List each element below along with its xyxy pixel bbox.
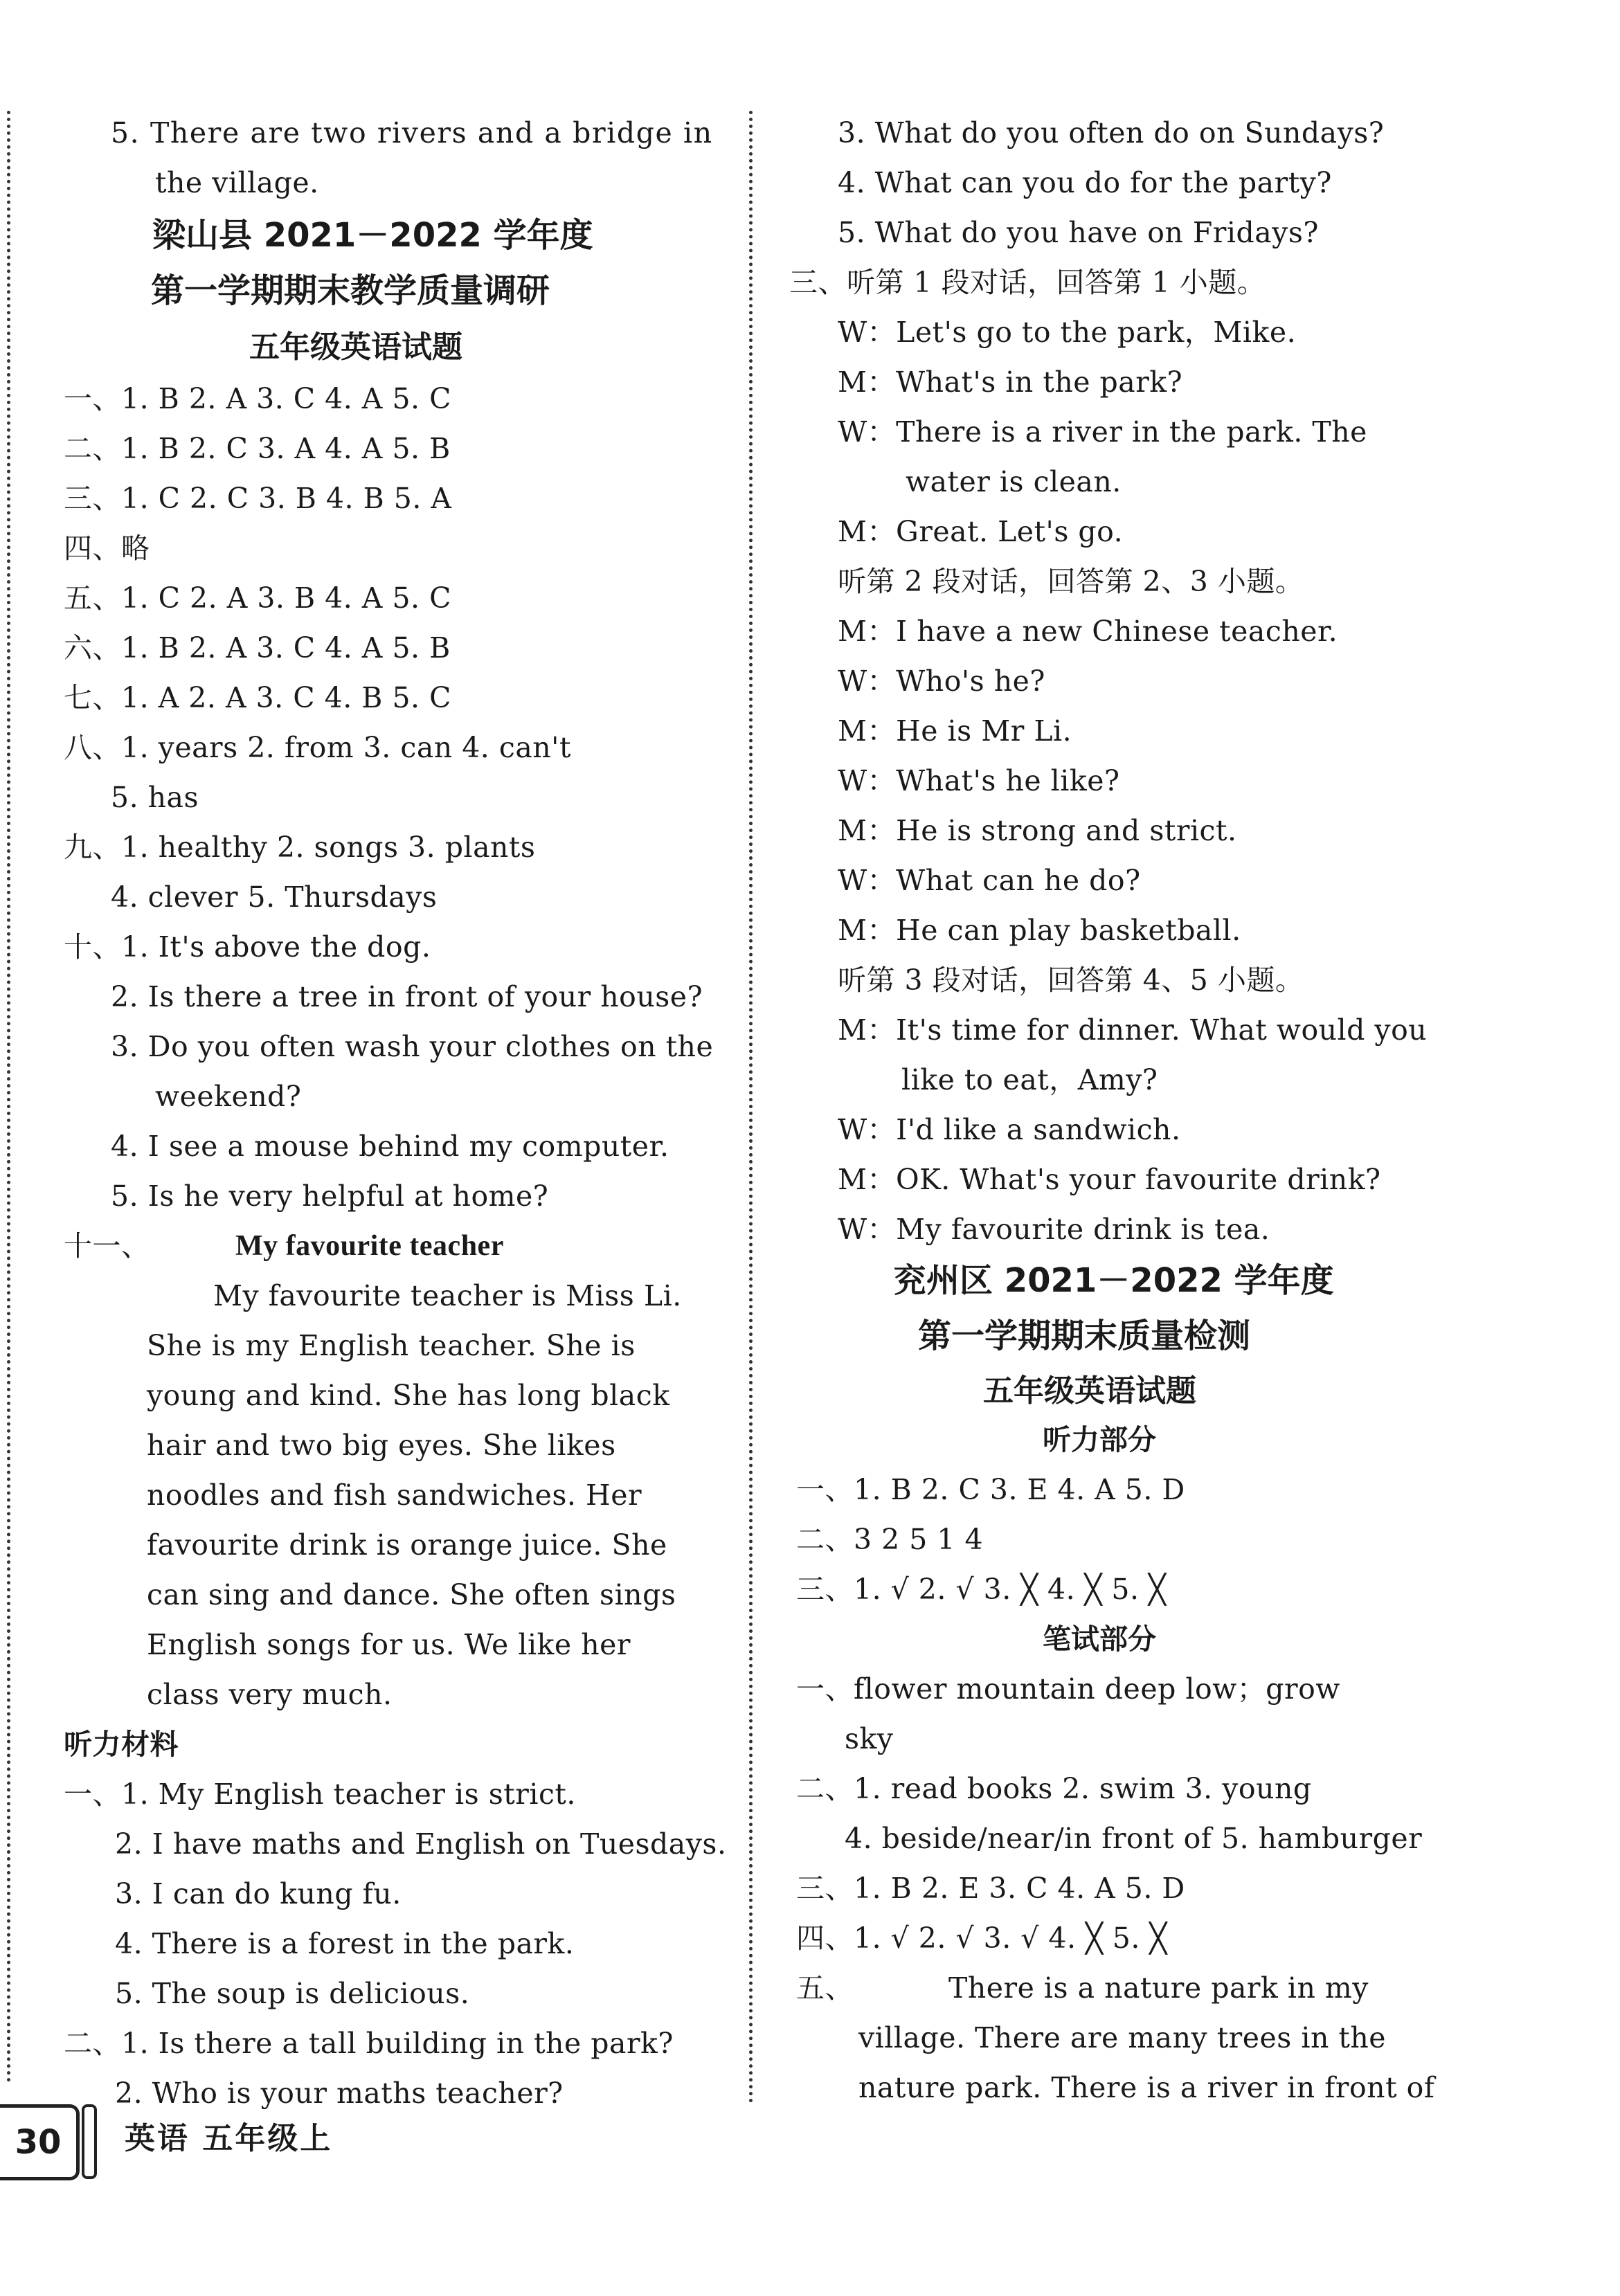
answer-line: 一、flower mountain deep low；grow bbox=[796, 1672, 1340, 1706]
dialogue-line: W：Who's he? bbox=[838, 665, 1045, 698]
dialogue-line: M：What's in the park? bbox=[838, 365, 1183, 399]
essay-line: can sing and dance. She often sings bbox=[147, 1578, 676, 1611]
answer-line: 一、1. B 2. C 3. E 4. A 5. D bbox=[796, 1473, 1185, 1506]
transcript-line: 5. The soup is delicious. bbox=[115, 1977, 470, 2010]
written-part-heading: 笔试部分 bbox=[1043, 1622, 1156, 1656]
transcript-line: 二、1. Is there a tall building in the park? bbox=[64, 2027, 674, 2060]
essay-line: There is a nature park in my bbox=[948, 1971, 1369, 2005]
answer-line: 五、1. C 2. A 3. B 4. A 5. C bbox=[64, 581, 451, 615]
section-grade-title-yanzhou: 五年级英语试题 bbox=[983, 1373, 1196, 1409]
answer-line: 3. Do you often wash your clothes on the bbox=[111, 1030, 714, 1063]
dialogue-line: M：He is strong and strict. bbox=[838, 814, 1237, 847]
answer-line: 十、1. It's above the dog. bbox=[64, 930, 431, 964]
dialogue-line: W：My favourite drink is tea. bbox=[838, 1213, 1270, 1246]
answer-line: 二、1. B 2. C 3. A 4. A 5. B bbox=[64, 432, 451, 465]
essay-line: English songs for us. We like her bbox=[147, 1628, 631, 1661]
answer-line: 5. Is he very helpful at home? bbox=[111, 1179, 549, 1213]
dialogue-line: W：What's he like? bbox=[838, 764, 1120, 797]
page-footer bbox=[0, 2104, 485, 2180]
dialogue-line: water is clean. bbox=[906, 465, 1122, 498]
essay-line: hair and two big eyes. She likes bbox=[147, 1429, 616, 1462]
answer-line: 三、1. C 2. C 3. B 4. B 5. A bbox=[64, 482, 452, 515]
page-tab-decoration bbox=[82, 2104, 97, 2179]
dialogue-line: W：Let's go to the park，Mike. bbox=[838, 316, 1297, 349]
answer-line: 4. I see a mouse behind my computer. bbox=[111, 1130, 669, 1163]
essay-line: favourite drink is orange juice. She bbox=[147, 1528, 667, 1562]
transcript-line: 听第 2 段对话，回答第 2、3 小题。 bbox=[838, 565, 1304, 598]
dialogue-line: M：Great. Let's go. bbox=[838, 515, 1124, 548]
answer-line: 4. beside/near/in front of 5. hamburger bbox=[845, 1822, 1423, 1855]
answer-line: 六、1. B 2. A 3. C 4. A 5. B bbox=[64, 631, 451, 665]
answer-line: 一、1. B 2. A 3. C 4. A 5. C bbox=[64, 382, 451, 415]
transcript-line: 3. I can do kung fu. bbox=[115, 1877, 402, 1910]
answer-line: 4. clever 5. Thursdays bbox=[111, 880, 438, 914]
answer-line: 七、1. A 2. A 3. C 4. B 5. C bbox=[64, 681, 451, 714]
transcript-line: 3. What do you often do on Sundays? bbox=[838, 116, 1385, 150]
section-subtitle-yanzhou: 第一学期期末质量检测 bbox=[918, 1317, 1251, 1355]
essay-line: young and kind. She has long black bbox=[147, 1379, 670, 1412]
essay-title: My favourite teacher bbox=[235, 1230, 504, 1262]
answer-line: 八、1. years 2. from 3. can 4. can't bbox=[64, 731, 571, 764]
answer-line: 二、1. read books 2. swim 3. young bbox=[796, 1772, 1312, 1805]
text-line: 5. There are two rivers and a bridge in bbox=[111, 116, 713, 150]
listening-material-heading: 听力材料 bbox=[64, 1728, 179, 1761]
essay-line: She is my English teacher. She is bbox=[147, 1329, 636, 1362]
essay-line: village. There are many trees in the bbox=[858, 2021, 1387, 2054]
answer-line: 2. Is there a tree in front of your house? bbox=[111, 980, 703, 1013]
answer-line: weekend? bbox=[155, 1080, 302, 1113]
answer-line: sky bbox=[845, 1722, 894, 1755]
answer-line: 5. has bbox=[111, 781, 199, 814]
essay-line: My favourite teacher is Miss Li. bbox=[213, 1279, 682, 1312]
page-number: 30 bbox=[0, 2104, 80, 2180]
dialogue-line: M：OK. What's your favourite drink? bbox=[838, 1163, 1381, 1196]
section-grade-title-liangshan: 五年级英语试题 bbox=[249, 329, 462, 365]
transcript-line: 4. What can you do for the party? bbox=[838, 166, 1332, 199]
transcript-line: 2. I have maths and English on Tuesdays. bbox=[115, 1827, 727, 1861]
section-subtitle-liangshan: 第一学期期末教学质量调研 bbox=[151, 271, 550, 310]
text-line: the village. bbox=[155, 166, 319, 199]
dialogue-line: M：It's time for dinner. What would you bbox=[838, 1013, 1428, 1047]
essay-line: nature park. There is a river in front of bbox=[858, 2071, 1435, 2104]
transcript-line: 三、听第 1 段对话，回答第 1 小题。 bbox=[789, 266, 1266, 299]
dialogue-line: W：What can he do? bbox=[838, 864, 1141, 897]
subject-label: 英语 五年级上 bbox=[125, 2121, 333, 2156]
essay-line: class very much. bbox=[147, 1678, 393, 1711]
dialogue-line: like to eat，Amy? bbox=[901, 1063, 1158, 1096]
dialogue-line: M：He can play basketball. bbox=[838, 914, 1241, 947]
transcript-line: 4. There is a forest in the park. bbox=[115, 1927, 575, 1960]
column-divider-dotted-line bbox=[749, 111, 753, 2104]
answer-line: 四、略 bbox=[64, 532, 150, 565]
answer-line: 二、3 2 5 1 4 bbox=[796, 1523, 984, 1556]
answer-line: 三、1. √ 2. √ 3. ╳ 4. ╳ 5. ╳ bbox=[796, 1573, 1167, 1606]
transcript-line: 5. What do you have on Fridays? bbox=[838, 216, 1319, 249]
dialogue-line: W：I'd like a sandwich. bbox=[838, 1113, 1181, 1146]
answer-line: 三、1. B 2. E 3. C 4. A 5. D bbox=[796, 1872, 1185, 1905]
transcript-line: 2. Who is your maths teacher? bbox=[115, 2077, 564, 2110]
left-margin-dotted-line bbox=[7, 111, 10, 2083]
transcript-line: 听第 3 段对话，回答第 4、5 小题。 bbox=[838, 964, 1304, 997]
dialogue-line: W：There is a river in the park. The bbox=[838, 415, 1367, 449]
dialogue-line: M：He is Mr Li. bbox=[838, 714, 1072, 748]
dialogue-line: M：I have a new Chinese teacher. bbox=[838, 615, 1338, 648]
answer-line: 九、1. healthy 2. songs 3. plants bbox=[64, 831, 536, 864]
transcript-line: 一、1. My English teacher is strict. bbox=[64, 1778, 576, 1811]
answer-line: 四、1. √ 2. √ 3. √ 4. ╳ 5. ╳ bbox=[796, 1922, 1167, 1955]
answer-line: 五、 bbox=[796, 1971, 854, 2005]
section-title-yanzhou: 兖州区 2021－2022 学年度 bbox=[893, 1261, 1334, 1300]
essay-line: noodles and fish sandwiches. Her bbox=[147, 1479, 642, 1512]
section-title-liangshan: 梁山县 2021－2022 学年度 bbox=[152, 216, 593, 255]
listening-part-heading: 听力部分 bbox=[1043, 1423, 1156, 1456]
answer-line: 十一、 bbox=[64, 1229, 150, 1263]
